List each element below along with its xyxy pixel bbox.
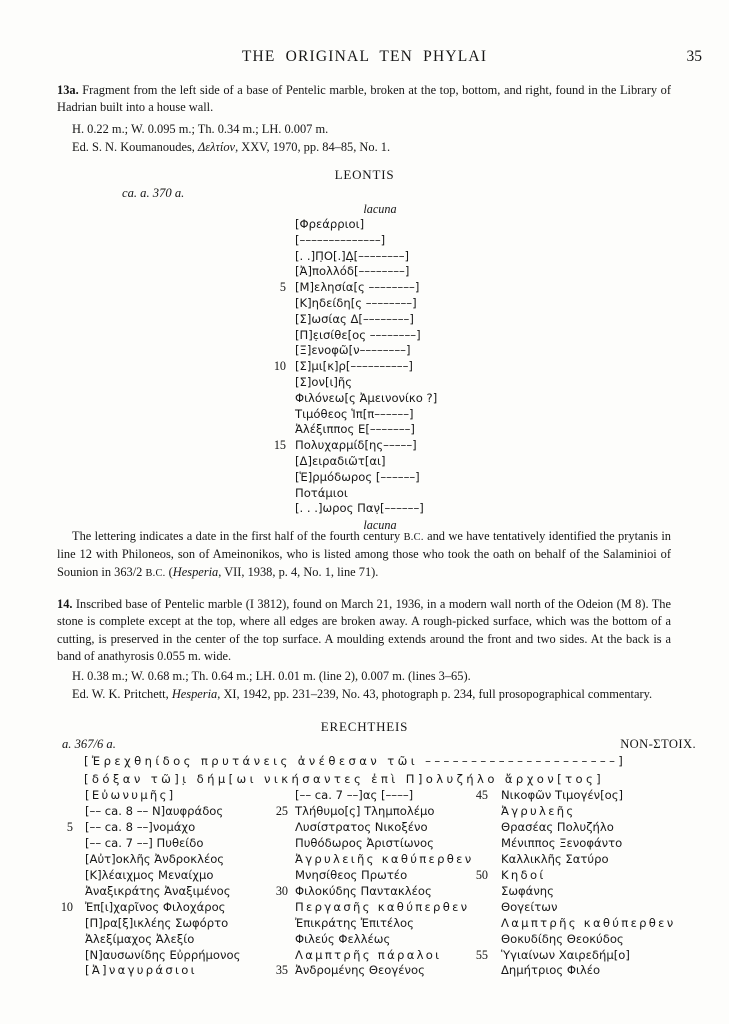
- line-number: [262, 375, 295, 391]
- line-text: Τιμόθεος Ἱπ[π––––––]: [295, 406, 414, 421]
- line-number: [463, 932, 488, 948]
- prytany-list-row: [259, 852, 473, 868]
- line-number: [259, 916, 288, 932]
- line-number: 10: [60, 899, 73, 914]
- line-number: 15: [273, 438, 286, 453]
- prytanis-name: Ὑγιαίνων Χαιρεδήμ[ο]: [501, 947, 630, 962]
- prytany-list-row: [259, 963, 473, 979]
- prytany-list-row: [259, 788, 473, 804]
- line-number: [463, 852, 488, 868]
- inscription-line: [262, 375, 465, 391]
- entry-13a-edition: Ed. S. N. Koumanoudes, Δελτίον, XXV, 1970, pp. 84–85, No. 1.: [72, 139, 391, 154]
- entry-13a: [57, 82, 671, 156]
- prytany-list-row: [463, 948, 676, 964]
- line-text: Φιλόνεω[ς Ἀμεινονίκο ?]: [295, 390, 438, 405]
- line-number: [259, 820, 288, 836]
- prytanis-name: [Εὐωνυμῆς]: [85, 788, 176, 802]
- entry-14-number: 14.: [57, 597, 73, 611]
- prytany-list-row: [259, 916, 473, 932]
- prytany-list-row: [57, 852, 240, 868]
- line-text: [Δ]ειραδιῶτ[αι]: [295, 453, 386, 468]
- prytanis-name: Φιλεύς Φελλέως: [295, 931, 391, 946]
- line-number: 5: [66, 819, 73, 834]
- prytanis-name: Λαμπτρῆς καθύπερθεν: [501, 915, 676, 930]
- line-number: [57, 932, 73, 948]
- entry-13a-number: 13a.: [57, 83, 79, 97]
- prytanis-name: Πυθόδωρος Ἀριστίωνος: [295, 835, 434, 850]
- prytanis-name: Περγασῆς καθύπερθεν: [295, 899, 470, 914]
- inscription-line: [262, 470, 465, 486]
- inscription-line: [262, 438, 465, 454]
- line-number: 55: [475, 947, 488, 962]
- dedication-line-2: [δόξαν τῶ]ι̣ δήμ[ωι νικήσαντες ἐπὶ Π]ολυζήλο ἄρχον[τος]: [84, 771, 605, 786]
- line-number: [262, 422, 295, 438]
- inscription-line: [262, 407, 465, 423]
- prytany-column-1: [57, 788, 240, 979]
- prytany-list-row: [463, 820, 676, 836]
- prytany-list-row: [259, 820, 473, 836]
- prytanis-name: Λυσίστρατος Νικοξένο: [295, 819, 428, 834]
- line-number: [262, 217, 295, 233]
- line-number: [262, 233, 295, 249]
- line-number: [463, 820, 488, 836]
- prytanis-name: Ἐπ[ι]χαρῖνος Φιλοχάρος: [85, 899, 226, 914]
- line-number: [259, 900, 288, 916]
- line-number: [57, 852, 73, 868]
- inscription-line: [262, 359, 465, 375]
- line-number: [262, 501, 295, 517]
- line-number: [259, 836, 288, 852]
- entry-13a-description: 13a. Fragment from the left side of a base of Pentelic marble, broken at the top, bottom, and right, found in the Library of Hadrian built into a house wall.: [57, 83, 671, 115]
- leontis-lines: [262, 217, 465, 517]
- prytany-list-row: [57, 963, 240, 979]
- line-number: 5: [279, 280, 286, 295]
- prytany-list-row: [259, 868, 473, 884]
- prytanis-name: [Αὐτ]οκλῆς Ἀνδροκλέος: [85, 851, 225, 866]
- prytany-list-row: [463, 916, 676, 932]
- prytanis-name: [Ν]αυσωνίδης Εὐρρήμονος: [85, 947, 241, 962]
- prytany-list-row: [259, 932, 473, 948]
- line-text: [––––––––––––––]: [295, 232, 386, 247]
- entry-14: [57, 596, 671, 704]
- prytanis-name: Φιλοκύδης Παντακλέος: [295, 883, 432, 898]
- running-head: [0, 48, 729, 66]
- entry-13a-dimensions: H. 0.22 m.; W. 0.095 m.; Th. 0.34 m.; LH. 0.007 m.: [72, 121, 329, 136]
- line-number: [262, 343, 295, 359]
- prytany-list-row: [57, 868, 240, 884]
- line-number: [57, 788, 73, 804]
- leontis-date: ca. a. 370 a.: [122, 186, 185, 200]
- prytanis-name: Μένιππος Ξενοφάντο: [501, 835, 623, 850]
- line-text: [Κ]ηδείδη[ς ––––––––]: [295, 295, 417, 310]
- line-number: 30: [275, 883, 288, 898]
- prytanis-name: Καλλικλῆς Σατύρο: [501, 851, 609, 866]
- line-number: 45: [475, 788, 488, 802]
- prytany-list-row: [57, 932, 240, 948]
- prytany-column-3: [463, 788, 676, 979]
- line-text: [. . .]ωρος Παν̣[––––––]: [295, 501, 424, 516]
- prytany-list-row: [259, 836, 473, 852]
- inscription-line: [262, 233, 465, 249]
- line-number: [463, 963, 488, 979]
- prytanis-name: Ἐπικράτης Ἐπιτέλος: [295, 915, 414, 930]
- prytanis-name: Μνησίθεος Πρωτέο: [295, 867, 408, 882]
- inscription-line: [262, 422, 465, 438]
- prytanis-name: [–– ca. 8 –– Ν]αυφράδος: [85, 803, 224, 818]
- line-text: [Ξ]ενοφῶ[ν––––––––]: [295, 343, 411, 358]
- prytany-list-row: [463, 884, 676, 900]
- prytany-list-row: [57, 948, 240, 964]
- erechtheis-heading: ERECHTHEIS: [320, 719, 409, 734]
- prytanis-name: Θρασέας Πολυζήλο: [501, 819, 614, 834]
- line-number: 50: [475, 867, 488, 882]
- line-text: [Σ]ον[ι]ῆς: [295, 374, 353, 389]
- prytany-list-row: [57, 820, 240, 836]
- prytany-list-row: [57, 804, 240, 820]
- line-number: [262, 296, 295, 312]
- line-number: [262, 391, 295, 407]
- lacuna-top: lacuna: [363, 202, 397, 216]
- prytany-list-row: [463, 804, 676, 820]
- line-number: [262, 470, 295, 486]
- prytanis-name: Θογείτων: [501, 899, 558, 914]
- prytany-list-row: [463, 900, 676, 916]
- prytanis-name: Ἀνδρομένης Θεογένος: [295, 963, 425, 978]
- line-text: [Σ]μι[κ]ρ[––––––––––]: [295, 359, 413, 374]
- prytany-list-row: [57, 836, 240, 852]
- prytanis-name: [Ἀ]ναγυράσιοι: [85, 963, 197, 978]
- line-text: [Ἀ]πολλόδ[––––––––]: [295, 264, 410, 279]
- prytanis-name: Ἀλεξίμαχος Ἀλεξίο: [85, 931, 195, 946]
- inscription-line: [262, 454, 465, 470]
- line-number: [262, 486, 295, 502]
- prytany-list-row: [463, 868, 676, 884]
- line-number: [259, 788, 288, 804]
- inscription-line: [262, 486, 465, 502]
- line-text: [Σ]ωσίας Δ[––––––––]: [295, 311, 414, 326]
- line-text: [Μ]ελησία[ς ––––––––]: [295, 280, 420, 295]
- line-number: [57, 963, 73, 979]
- inscription-line: [262, 249, 465, 265]
- inscription-line: [262, 264, 465, 280]
- line-number: [259, 932, 288, 948]
- line-number: [463, 900, 488, 916]
- prytany-list-row: [463, 852, 676, 868]
- prytanis-name: [–– ca. 7 ––] Πυθείδο: [85, 835, 204, 850]
- prytanis-name: [Π]ρα[ξ]ικλέης Σωφόρτο: [85, 915, 229, 930]
- line-number: [463, 884, 488, 900]
- prytanis-name: Ἀγρυλειῆς καθύπερθεν: [295, 851, 474, 866]
- line-text: Ποτάμιοι: [295, 485, 348, 500]
- line-text: Πολυχαρμίδ[ης–––––]: [295, 438, 417, 453]
- page-title: THE ORIGINAL TEN PHYLAI: [241, 48, 488, 65]
- line-number: [57, 884, 73, 900]
- prytany-list-row: [463, 788, 676, 804]
- prytany-list-row: [463, 836, 676, 852]
- dedication-line-1: [Ἐρεχθηίδος πρυτάνεις ἀνέθεσαν τῶι –––––––––––––––––––––]: [84, 754, 627, 768]
- line-number: 25: [275, 803, 288, 818]
- prytanis-name: Δημήτριος Φιλέο: [501, 963, 601, 978]
- prytany-column-2: [259, 788, 473, 979]
- leontis-heading: LEONTIS: [334, 167, 395, 182]
- inscription-line: [262, 328, 465, 344]
- line-number: 35: [275, 963, 288, 978]
- prytanis-name: Σωφάνης: [501, 883, 554, 898]
- line-text: [Ἑ]ρμόδωρος [––––––]: [295, 469, 420, 484]
- prytanis-name: Θοκυδίδης Θεοκύδος: [501, 931, 624, 946]
- prytanis-name: Ἀγρυλεῆς: [501, 803, 576, 818]
- lacuna-bottom: lacuna: [363, 518, 397, 533]
- entry-13a-commentary: The lettering indicates a date in the first half of the fourth century B.C. and we have tentatively identified the prytanis in line 12 with Philoneos, son of Ameinonikos, who is listed among those who took the oath on behalf of the Salaminioi of Sounion in 363/2 B.C. (Hesperia, VII, 1938, p. 4, No. 1, line 71).: [57, 529, 671, 579]
- arrangement-label: ΝΟΝ-ΣΤΟΙΧ.: [620, 737, 696, 751]
- line-text: [Π]ε̣ισίθε[ος ––––––––]: [295, 327, 421, 342]
- line-number: [463, 836, 488, 852]
- line-number: [262, 454, 295, 470]
- prytanis-name: [–– ca. 7 ––]ας [––––]: [295, 788, 414, 802]
- line-number: [463, 804, 488, 820]
- line-number: [262, 312, 295, 328]
- prytanis-name: Ἀναξικράτης Ἀναξιμένος: [85, 883, 231, 898]
- prytany-list-row: [463, 963, 676, 979]
- prytanis-name: Κηδοί: [501, 867, 546, 882]
- line-number: [463, 916, 488, 932]
- inscription-line: [262, 501, 465, 517]
- page-number: 35: [686, 48, 702, 65]
- leontis-inscription: [262, 201, 465, 533]
- prytany-list-row: [57, 788, 240, 804]
- prytany-list-row: [259, 884, 473, 900]
- inscription-line: [262, 343, 465, 359]
- prytany-list-row: [259, 804, 473, 820]
- prytany-list-row: [57, 884, 240, 900]
- line-number: [262, 264, 295, 280]
- line-number: [262, 407, 295, 423]
- line-number: [259, 948, 288, 964]
- line-text: [Φρεάρριοι]: [295, 217, 365, 231]
- line-number: [57, 804, 73, 820]
- prytanis-name: [Κ]λέαιχμος Μεναίχμο: [85, 867, 214, 882]
- line-number: [57, 868, 73, 884]
- line-text: [. .]Π̣Ο[.]Δ̣[––––––––]: [295, 248, 410, 263]
- erechtheis-columns: [0, 788, 729, 988]
- line-number: [57, 916, 73, 932]
- entry-14-description: 14. Inscribed base of Pentelic marble (I 3812), found on March 21, 1936, in a modern wall north of the Odeion (M 8). The stone is complete except at the top, where all edges are broken away. A rough-picked surface, which was the bottom of a cutting, is preserved in the center of the top surface. A moulding extends around the front and two sides. At the back is a band of anathyrosis 0.055 m. wide.: [57, 597, 671, 663]
- inscription-line: [262, 217, 465, 233]
- line-number: [57, 948, 73, 964]
- prytanis-name: Λαμπτρῆς πάραλοι: [295, 947, 442, 962]
- line-number: [262, 328, 295, 344]
- prytany-list-row: [463, 932, 676, 948]
- prytany-list-row: [259, 900, 473, 916]
- line-number: [259, 852, 288, 868]
- erechtheis-date: a. 367/6 a.: [62, 737, 116, 751]
- entry-14-edition: Ed. W. K. Pritchett, Hesperia, XI, 1942, pp. 231–239, No. 43, photograph p. 234, full prosopographical commentary.: [72, 687, 653, 702]
- inscription-line: [262, 296, 465, 312]
- prytany-list-row: [259, 948, 473, 964]
- erechtheis-meta: [62, 737, 729, 752]
- prytany-list-row: [57, 900, 240, 916]
- entry-14-dimensions: H. 0.38 m.; W. 0.68 m.; Th. 0.64 m.; LH. 0.01 m. (line 2), 0.007 m. (lines 3–65).: [72, 669, 471, 684]
- inscription-line: [262, 312, 465, 328]
- line-number: 10: [273, 359, 286, 374]
- line-text: Ἀλέξιππος Ε[–––––––]: [295, 422, 415, 437]
- line-number: [57, 836, 73, 852]
- erechtheis-dedication: [84, 753, 704, 788]
- line-number: [262, 249, 295, 265]
- inscription-line: [262, 391, 465, 407]
- prytanis-name: Νικοφῶν Τιμογέν[ος]: [501, 788, 624, 802]
- prytanis-name: Τλήθυμο[ς] Τλημπολέμο: [295, 803, 435, 818]
- inscription-line: [262, 280, 465, 296]
- line-number: [259, 868, 288, 884]
- prytany-list-row: [57, 916, 240, 932]
- prytanis-name: [–– ca. 8 ––]νομάχο: [85, 819, 196, 834]
